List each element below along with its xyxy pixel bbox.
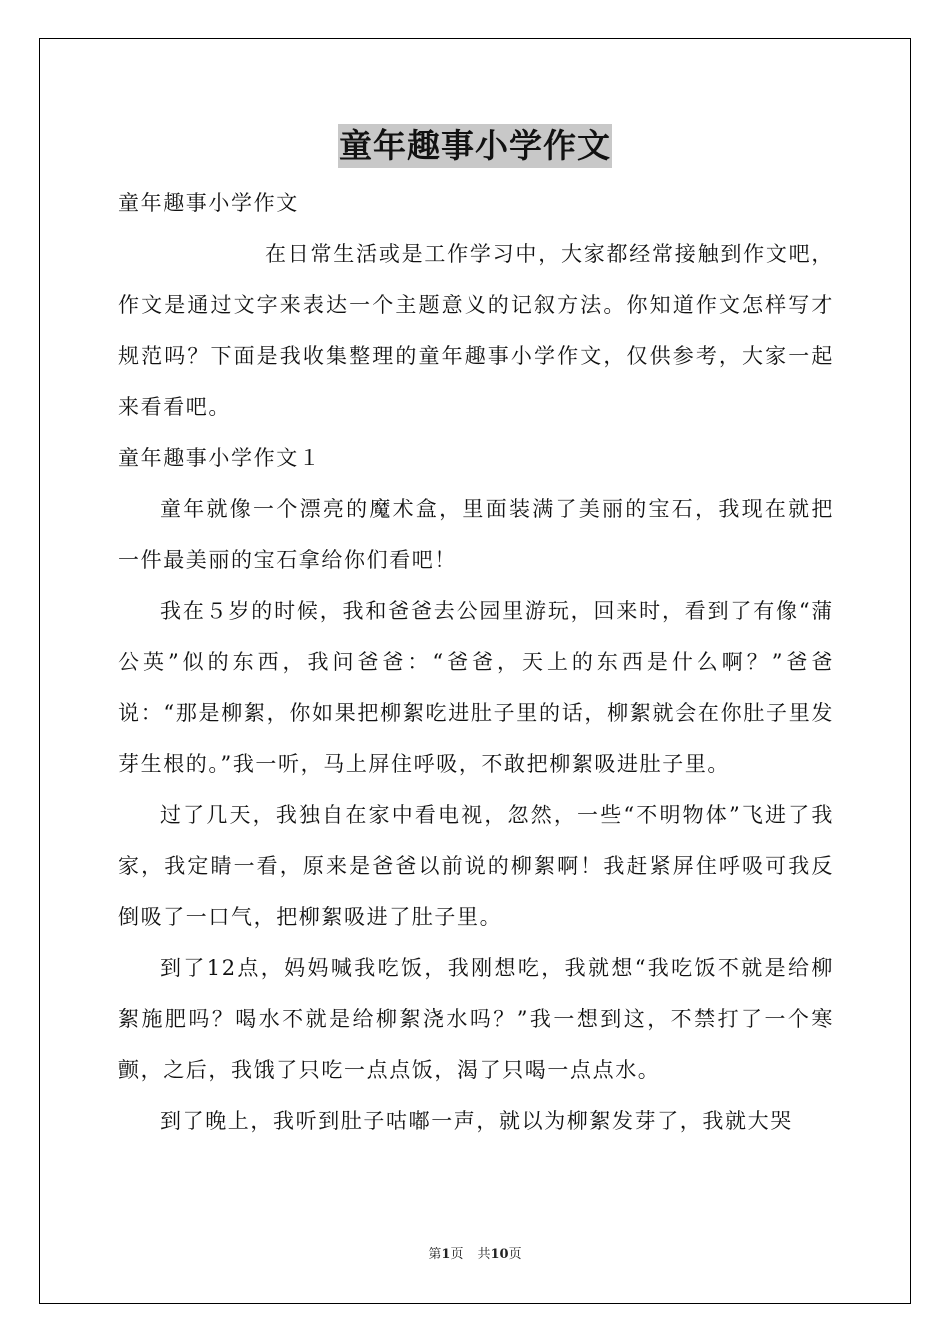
page-number-suffix: 页: [450, 1247, 464, 1262]
paragraph-body: 童年就像一个漂亮的魔术盒，里面装满了美丽的宝石，我现在就把一件最美丽的宝石拿给你们看吧！: [118, 497, 834, 572]
title-area: [0, 124, 950, 168]
paragraph-body: 我在５岁的时候，我和爸爸去公园里游玩，回来时，看到了有像“蒲公英”似的东西，我问爸爸：“爸爸，天上的东西是什么啊？”爸爸说：“那是柳絮，你如果把柳絮吃进肚子里的话，柳絮就会在你肚子里发芽生根的。”我一听，马上屏住呼吸，不敢把柳絮吸进肚子里。: [118, 599, 834, 776]
paragraph-body: 到了12点，妈妈喊我吃饭，我刚想吃，我就想“我吃饭不就是给柳絮施肥吗？喝水不就是给柳絮浇水吗？”我一想到这，不禁打了一个寒颤，之后，我饿了只吃一点点饭，渴了只喝一点点水。: [118, 956, 834, 1082]
document-body: [118, 178, 834, 1147]
paragraph-intro: 在日常生活或是工作学习中，大家都经常接触到作文吧，作文是通过文字来表达一个主题意义的记叙方法。你知道作文怎样写才规范吗？下面是我收集整理的童年趣事小学作文，仅供参考，大家一起来看看吧。: [118, 242, 834, 419]
page-number-prefix: 第: [428, 1247, 442, 1262]
document-title: 童年趣事小学作文: [338, 124, 612, 168]
paragraph-body: 过了几天，我独自在家中看电视，忽然，一些“不明物体”飞进了我家，我定睛一看，原来是爸爸以前说的柳絮啊！我赶紧屏住呼吸可我反倒吸了一口气，把柳絮吸进了肚子里。: [118, 803, 834, 929]
paragraph-body: 到了晚上，我听到肚子咕嘟一声，就以为柳絮发芽了，我就大哭: [160, 1109, 793, 1133]
page-total-prefix: 共: [477, 1247, 491, 1262]
page-total-suffix: 页: [508, 1247, 522, 1262]
page-total-count: 10: [490, 1247, 509, 1262]
paragraph-section-heading: 童年趣事小学作文１: [118, 446, 322, 470]
paragraph-subtitle: 童年趣事小学作文: [118, 191, 299, 215]
page-footer: [0, 1246, 950, 1264]
page-number-current: 1: [441, 1247, 451, 1262]
